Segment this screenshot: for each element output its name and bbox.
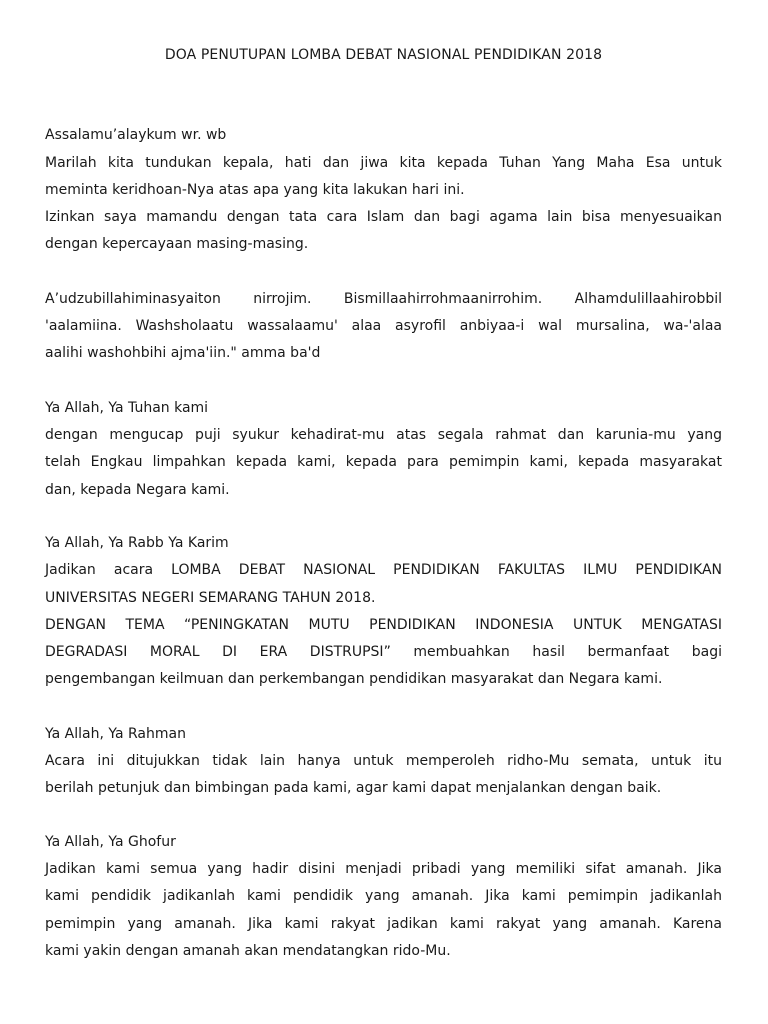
text-line: dengan kepercayaan masing-masing. (45, 236, 309, 252)
section-heading: Ya Allah, Ya Ghofur (45, 834, 176, 850)
text-line: dengan mengucap puji syukur kehadirat-mu atas segala rahmat dan karunia-mu yang (45, 427, 722, 443)
text-line: DENGAN TEMA “PENINGKATAN MUTU PENDIDIKAN INDONESIA UNTUK MENGATASI (45, 617, 722, 633)
text-line: UNIVERSITAS NEGERI SEMARANG TAHUN 2018. (45, 590, 376, 606)
document-title: DOA PENUTUPAN LOMBA DEBAT NASIONAL PENDIDIKAN 2018 (164, 47, 603, 63)
text-line: DEGRADASI MORAL DI ERA DISTRUPSI” membuahkan hasil bermanfaat bagi (45, 644, 722, 660)
text-line: telah Engkau limpahkan kepada kami, kepada para pemimpin kami, kepada masyarakat (45, 454, 722, 470)
text-line: aalihi washohbihi ajma'iin." amma ba'd (45, 345, 321, 361)
section-heading: Ya Allah, Ya Rabb Ya Karim (45, 535, 229, 551)
text-line: Jadikan acara LOMBA DEBAT NASIONAL PENDIDIKAN FAKULTAS ILMU PENDIDIKAN (45, 562, 722, 578)
text-line: A’udzubillahiminasyaiton nirrojim. Bismillaahirrohmaanirrohim. Alhamdulillaahirobbil (45, 291, 722, 307)
greeting-line: Assalamu’alaykum wr. wb (45, 127, 227, 143)
text-line: pemimpin yang amanah. Jika kami rakyat jadikan kami rakyat yang amanah. Karena (45, 916, 722, 932)
text-line: dan, kepada Negara kami. (45, 482, 230, 498)
text-line: Jadikan kami semua yang hadir disini menjadi pribadi yang memiliki sifat amanah. Jika (45, 861, 722, 877)
section-heading: Ya Allah, Ya Rahman (45, 726, 186, 742)
text-line: Marilah kita tundukan kepala, hati dan jiwa kita kepada Tuhan Yang Maha Esa untuk (45, 155, 722, 171)
text-line: 'aalamiina. Washsholaatu wassalaamu' alaa asyrofil anbiyaa-i wal mursalina, wa-'alaa (45, 318, 722, 334)
section-heading: Ya Allah, Ya Tuhan kami (45, 400, 209, 416)
text-line: kami pendidik jadikanlah kami pendidik yang amanah. Jika kami pemimpin jadikanlah (45, 888, 722, 904)
text-line: Acara ini ditujukkan tidak lain hanya untuk memperoleh ridho-Mu semata, untuk itu (45, 753, 722, 769)
text-line: berilah petunjuk dan bimbingan pada kami, agar kami dapat menjalankan dengan baik. (45, 780, 662, 796)
text-line: Izinkan saya mamandu dengan tata cara Islam dan bagi agama lain bisa menyesuaikan (45, 209, 722, 225)
text-line: kami yakin dengan amanah akan mendatangkan rido-Mu. (45, 943, 451, 959)
text-line: meminta keridhoan-Nya atas apa yang kita lakukan hari ini. (45, 182, 465, 198)
text-line: pengembangan keilmuan dan perkembangan pendidikan masyarakat dan Negara kami. (45, 671, 663, 687)
